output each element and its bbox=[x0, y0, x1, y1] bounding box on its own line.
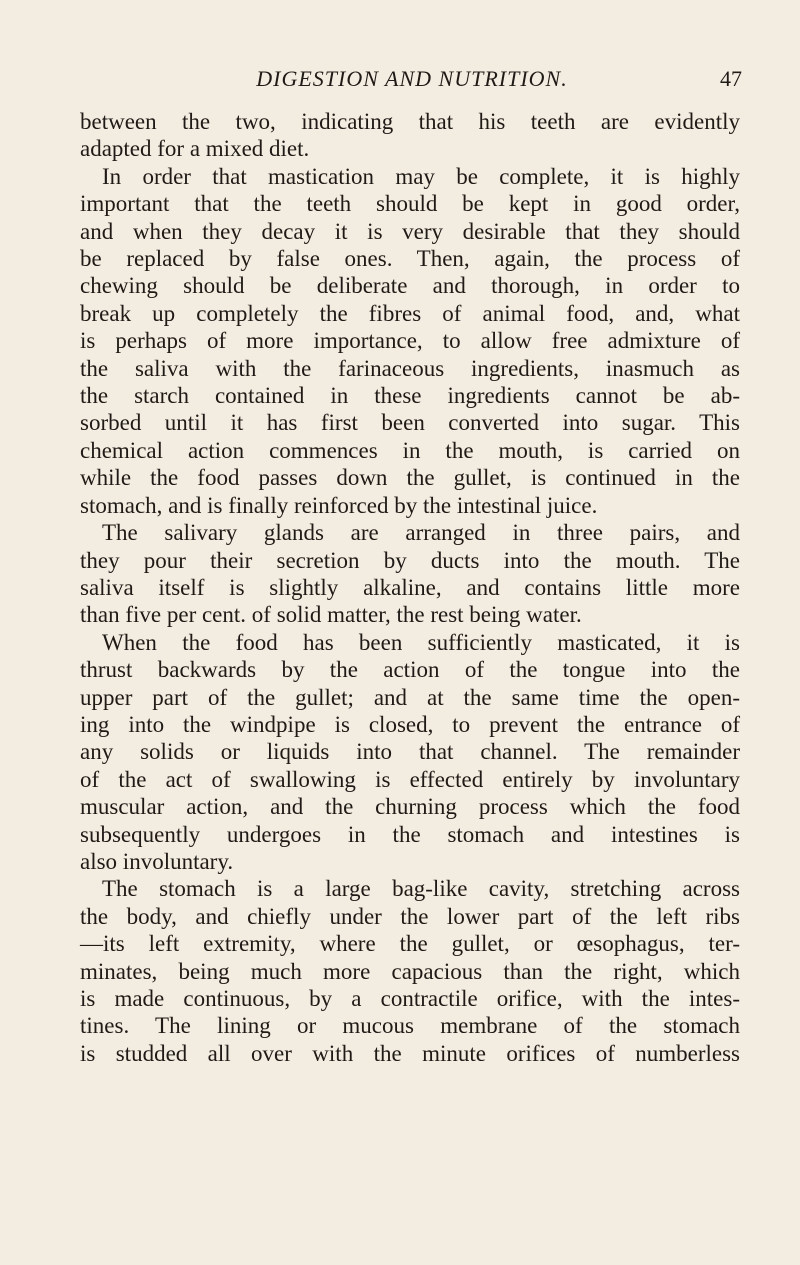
text-line: adapted for a mixed diet. bbox=[80, 136, 310, 162]
text-line: thrust backwards by the action of the tongue into the bbox=[80, 657, 740, 683]
text-line: In order that mastication may be complete, it is highly bbox=[102, 163, 740, 189]
text-line: the body, and chiefly under the lower part of the left ribs bbox=[80, 903, 740, 929]
text-line: between the two, indicating that his teeth are evidently bbox=[80, 109, 740, 134]
text-line: tines. The lining or mucous membrane of the stomach bbox=[80, 1013, 740, 1039]
text-line: ing into the windpipe is closed, to prevent the entrance of bbox=[80, 711, 740, 737]
text-line: any solids or liquids into that channel. The remainder bbox=[80, 739, 740, 765]
text-line: chemical action commences in the mouth, is carried on bbox=[80, 437, 740, 463]
text-line: important that the teeth should be kept in good order, bbox=[80, 191, 740, 217]
running-head: DIGESTION AND NUTRITION. bbox=[256, 66, 568, 91]
text-line: The stomach is a large bag-like cavity, stretching across bbox=[102, 876, 740, 902]
text-line: muscular action, and the churning process which the food bbox=[80, 794, 740, 820]
text-line: of the act of swallowing is effected entirely by involuntary bbox=[80, 766, 740, 792]
text-line: the saliva with the farinaceous ingredients, inasmuch as bbox=[80, 355, 740, 381]
text-line: than five per cent. of solid matter, the rest being water. bbox=[80, 602, 582, 628]
text-line: the starch contained in these ingredients cannot be ab- bbox=[80, 383, 740, 409]
text-line: minates, being much more capacious than the right, which bbox=[80, 958, 740, 984]
text-line: The salivary glands are arranged in three pairs, and bbox=[102, 520, 740, 546]
text-line: chewing should be deliberate and thorough, in order to bbox=[80, 273, 740, 299]
text-line: is studded all over with the minute orifices of numberless bbox=[80, 1040, 740, 1066]
page-header bbox=[82, 64, 742, 94]
text-line: When the food has been sufficiently masticated, it is bbox=[102, 629, 740, 655]
text-line: —its left extremity, where the gullet, or œsophagus, ter- bbox=[80, 931, 740, 957]
text-line: sorbed until it has first been converted into sugar. This bbox=[80, 410, 740, 436]
body-text bbox=[80, 108, 740, 1067]
text-line: break up completely the fibres of animal food, and, what bbox=[80, 300, 740, 326]
page-number: 47 bbox=[720, 66, 742, 91]
text-line: is perhaps of more importance, to allow free admixture of bbox=[80, 328, 740, 354]
text-line: they pour their secretion by ducts into the mouth. The bbox=[80, 547, 740, 573]
text-line: and when they decay it is very desirable that they should bbox=[80, 218, 740, 244]
text-line: stomach, and is finally reinforced by the intestinal juice. bbox=[80, 492, 598, 518]
text-line: saliva itself is slightly alkaline, and contains little more bbox=[80, 574, 740, 600]
text-line: also involuntary. bbox=[80, 848, 234, 874]
text-line: upper part of the gullet; and at the same time the open- bbox=[80, 684, 740, 710]
text-line: subsequently undergoes in the stomach and intestines is bbox=[80, 821, 740, 847]
text-line: be replaced by false ones. Then, again, the process of bbox=[80, 246, 740, 272]
text-line: while the food passes down the gullet, is continued in the bbox=[80, 465, 740, 491]
text-line: is made continuous, by a contractile orifice, with the intes- bbox=[80, 986, 740, 1011]
